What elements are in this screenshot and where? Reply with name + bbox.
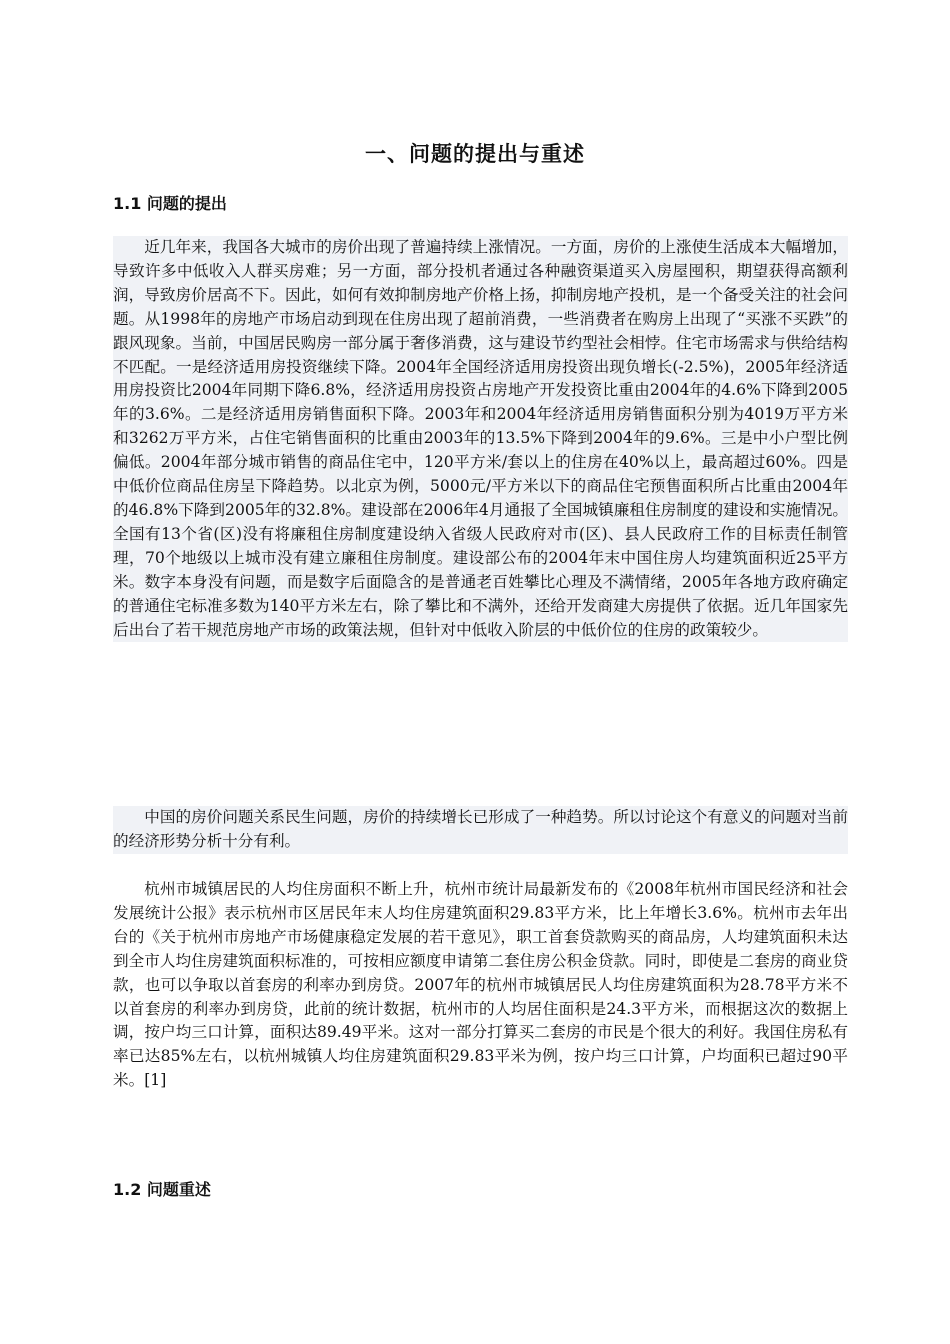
section-heading-1-1: 1.1 问题的提出 — [113, 194, 227, 213]
paragraph-2: 中国的房价问题关系民生问题，房价的持续增长已形成了一种趋势。所以讨论这个有意义的问题对当前的经济形势分析十分有利。 — [113, 806, 848, 854]
page-title: 一、问题的提出与重述 — [365, 142, 585, 166]
section-heading-1-2: 1.2 问题重述 — [113, 1180, 211, 1199]
paragraph-3: 杭州市城镇居民的人均住房面积不断上升，杭州市统计局最新发布的《2008年杭州市国民经济和社会发展统计公报》表示杭州市区居民年末人均住房建筑面积29.83平方米，比上年增长3.6%。杭州市去年出台的《关于杭州市房地产市场健康稳定发展的若干意见》，职工首套贷款购买的商品房，人均建筑面积未达到全市人均住房建筑面积标准的，可按相应额度申请第二套住房公积金贷款。同时，即使是二套房的商业贷款，也可以争取以首套房的利率办到房贷。2007年的杭州市城镇居民人均住房建筑面积为28.78平方米不以首套房的利率办到房贷，此前的统计数据，杭州市的人均居住面积是24.3平方米，而根据这次的数据上调，按户均三口计算，面积达89.49平米。这对一部分打算买二套房的市民是个很大的利好。我国住房私有率已达85%左右，以杭州城镇人均住房建筑面积29.83平米为例，按户均三口计算，户均面积已超过90平米。[1] — [113, 880, 848, 1090]
paragraph-1: 近几年来，我国各大城市的房价出现了普遍持续上涨情况。一方面，房价的上涨使生活成本大幅增加，导致许多中低收入人群买房难；另一方面，部分投机者通过各种融资渠道买入房屋囤积，期望获得高额利润，导致房价居高不下。因此，如何有效抑制房地产价格上扬，抑制房地产投机，是一个备受关注的社会问题。从1998年的房地产市场启动到现在住房出现了超前消费，一些消费者在购房上出现了“买涨不买跌”的跟风现象。当前，中国居民购房一部分属于奢侈消费，这与建设节约型社会相悖。住宅市场需求与供给结构不匹配。一是经济适用房投资继续下降。2004年全国经济适用房投资出现负增长(-2.5%)，2005年经济适用房投资比2004年同期下降6.8%，经济适用房投资占房地产开发投资比重由2004年的4.6%下降到2005年的3.6%。二是经济适用房销售面积下降。2003年和2004年经济适用房销售面积分别为4019万平方米和3262万平方米，占住宅销售面积的比重由2003年的13.5%下降到2004年的9.6%。三是中小户型比例偏低。2004年部分城市销售的商品住宅中，120平方米/套以上的住房在40%以上，最高超过60%。四是中低价位商品住房呈下降趋势。以北京为例，5000元/平方米以下的商品住宅预售面积所占比重由2004年的46.8%下降到2005年的32.8%。建设部在2006年4月通报了全国城镇廉租住房制度的建设和实施情况。全国有13个省(区)没有将廉租住房制度建设纳入省级人民政府对市(区)、县人民政府工作的目标责任制管理，70个地级以上城市没有建立廉租住房制度。建设部公布的2004年末中国住房人均建筑面积近25平方米。数字本身没有问题，而是数字后面隐含的是普通老百姓攀比心理及不满情绪，2005年各地方政府确定的普通住宅标准多数为140平方米左右，除了攀比和不满外，还给开发商建大房提供了依据。近几年国家先后出台了若干规范房地产市场的政策法规，但针对中低收入阶层的中低价位的住房的政策较少。 — [113, 236, 848, 642]
